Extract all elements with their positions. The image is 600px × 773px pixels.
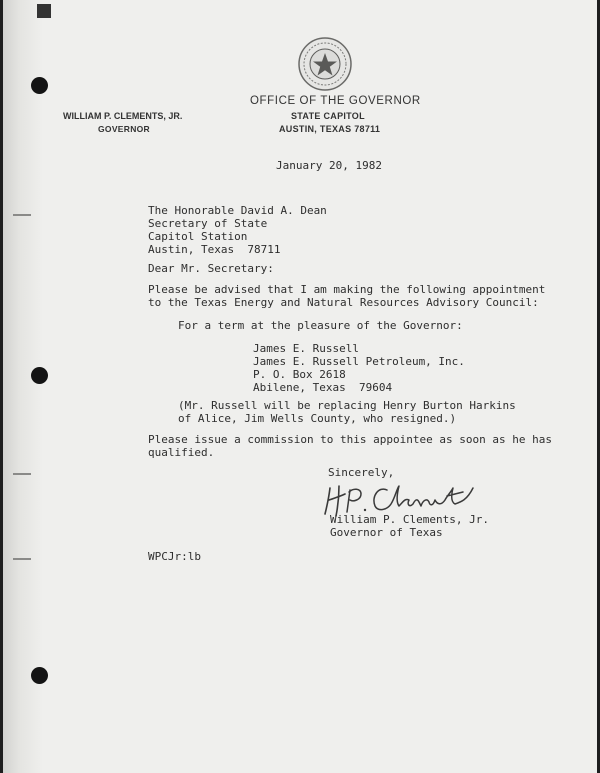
appointee-line-1: James E. Russell (253, 342, 359, 355)
corner-mark (37, 4, 51, 18)
body-paragraph-1-line-2: to the Texas Energy and Natural Resources Advisory Council: (148, 296, 539, 309)
letter-date: January 20, 1982 (276, 159, 382, 172)
signer-title: Governor of Texas (330, 526, 443, 539)
signer-name: William P. Clements, Jr. (330, 513, 489, 526)
edge-mark (13, 214, 31, 216)
office-title: OFFICE OF THE GOVERNOR (250, 95, 421, 107)
punch-hole (31, 77, 48, 94)
governor-title: GOVERNOR (98, 124, 150, 134)
address-line-1: STATE CAPITOL (291, 111, 365, 121)
punch-hole (31, 667, 48, 684)
recipient-line-1: The Honorable David A. Dean (148, 204, 327, 217)
closing: Sincerely, (328, 466, 395, 479)
body-paragraph-2-line-2: qualified. (148, 446, 215, 459)
term-line: For a term at the pleasure of the Governor: (178, 319, 463, 332)
edge-mark (13, 473, 31, 475)
body-paragraph-2-line-1: Please issue a commission to this appointee as soon as he has (148, 433, 552, 446)
recipient-line-4: Austin, Texas 78711 (148, 243, 281, 256)
appointee-line-2: James E. Russell Petroleum, Inc. (253, 355, 465, 368)
address-line-2: AUSTIN, TEXAS 78711 (279, 124, 381, 134)
salutation: Dear Mr. Secretary: (148, 262, 274, 275)
reference-initials: WPCJr:lb (148, 550, 201, 563)
body-paragraph-1-line-1: Please be advised that I am making the following appointment (148, 283, 546, 296)
note-line-1: (Mr. Russell will be replacing Henry Burton Harkins (178, 399, 516, 412)
page-edge-shadow (3, 0, 43, 773)
appointee-line-3: P. O. Box 2618 (253, 368, 346, 381)
appointee-line-4: Abilene, Texas 79604 (253, 381, 393, 394)
note-line-2: of Alice, Jim Wells County, who resigned.) (178, 412, 457, 425)
edge-mark (13, 558, 31, 560)
letter-page (3, 0, 597, 773)
punch-hole (31, 367, 48, 384)
governor-name: WILLIAM P. CLEMENTS, JR. (63, 111, 183, 121)
recipient-line-3: Capitol Station (148, 230, 248, 243)
texas-state-seal-icon (297, 36, 353, 92)
recipient-line-2: Secretary of State (148, 217, 268, 230)
